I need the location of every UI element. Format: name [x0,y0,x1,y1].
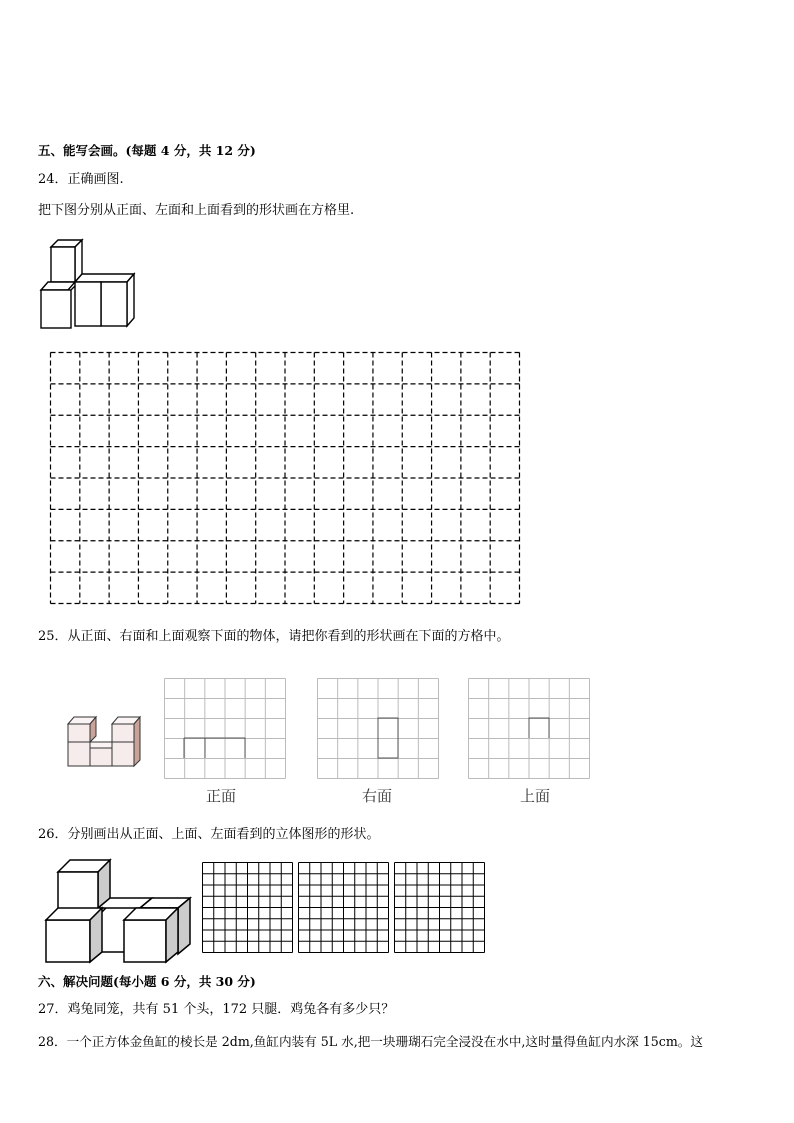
caption-front: 正面 [206,787,237,805]
question-27-text: 27．鸡兔同笼，共有 51 个头，172 只腿．鸡兔各有多少只？ [38,1002,395,1017]
q25-grid-front[interactable] [164,678,287,779]
caption-top: 上面 [520,787,551,805]
question-28-text: 28．一个正方体金鱼缸的棱长是 2dm,鱼缸内装有 5L 水,把一块珊瑚石完全浸没在水中,这时量得鱼缸内水深 15cm。这 [38,1034,703,1049]
q26-grid-left[interactable] [394,862,486,954]
q24-cube-figure [38,238,138,330]
question-24-title: 24．正确画图. [38,172,124,187]
question-24-instruction: 把下图分别从正面、左面和上面看到的形状画在方格里. [38,203,355,218]
q26-grid-top[interactable] [298,862,390,954]
q24-dashed-grid[interactable] [50,352,520,604]
section-six-title: 六、解决问题(每小题 6 分，共 30 分) [38,974,256,989]
q26-grid-front[interactable] [202,862,294,954]
q26-cube-figure [44,856,194,964]
section-five-title: 五、能写会画。(每题 4 分，共 12 分) [38,143,256,158]
caption-right: 右面 [362,787,393,805]
question-25-text: 25．从正面、右面和上面观察下面的物体，请把你看到的形状画在下面的方格中。 [38,629,510,644]
q25-block-object [66,714,142,768]
q25-grid-right[interactable] [317,678,440,779]
q25-grid-top[interactable] [468,678,591,779]
question-26-text: 26．分别画出从正面、上面、左面看到的立体图形的形状。 [38,827,380,842]
